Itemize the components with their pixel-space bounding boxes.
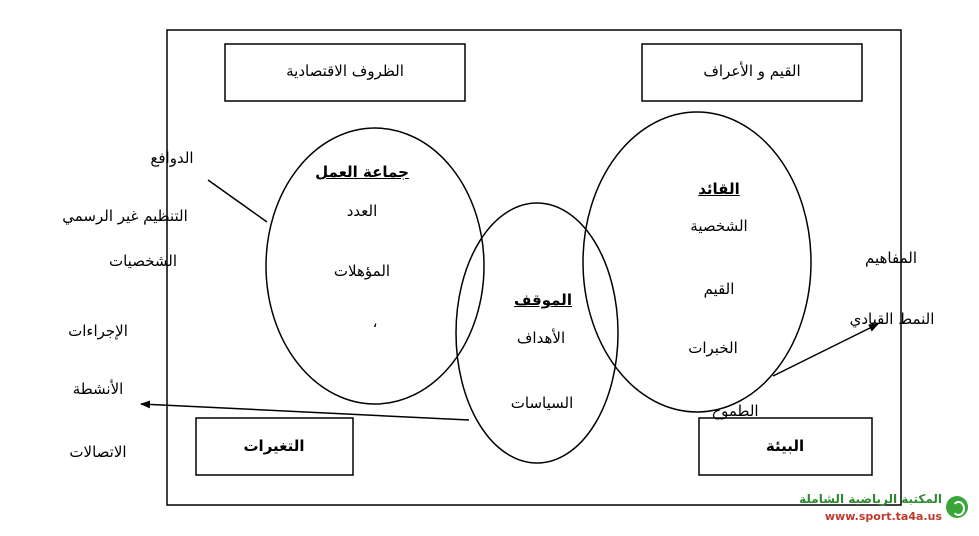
right-note-concepts: المفاهيم (865, 249, 917, 267)
environment-label: البيئة (765, 437, 805, 455)
right-note-leadership-style: النمط القيادي (849, 310, 935, 328)
work-group-item: ، (372, 313, 378, 331)
left-note-procedures: الإجراءات (68, 322, 128, 340)
left-note-informal-organization: التنظيم غير الرسمي (62, 207, 188, 225)
connector-group-notes (208, 180, 267, 222)
situation-title: الموقف (514, 291, 572, 309)
leader-item: الطموح (711, 402, 759, 420)
work-group-item: العدد (346, 202, 378, 220)
ellipse-leader (583, 112, 811, 412)
leader-item: الشخصية (690, 217, 748, 235)
work-group-title: جماعة العمل (315, 163, 409, 181)
watermark (799, 490, 976, 530)
work-group-item: المؤهلات (333, 262, 391, 280)
left-note-communications: الاتصالات (69, 443, 127, 461)
left-note-personalities: الشخصيات (108, 252, 178, 270)
watermark-url: www.sport.ta4a.us (824, 510, 942, 523)
watermark-logo-icon (946, 496, 968, 518)
leader-item: القيم (703, 280, 735, 298)
left-note-motives: الدوافع (150, 149, 194, 167)
leader-title: القائد (698, 180, 740, 198)
economic-conditions-label: الظروف الاقتصادية (286, 62, 404, 80)
left-note-activities: الأنشطة (72, 380, 124, 398)
values-norms-label: القيم و الأعراف (703, 62, 801, 80)
situation-item: الأهداف (516, 329, 566, 347)
leader-item: الخبرات (688, 339, 738, 357)
changes-label: التغيرات (243, 437, 305, 455)
watermark-name: المكتبة الرياضية الشاملة (799, 492, 942, 506)
situation-item: السياسات (510, 394, 574, 412)
